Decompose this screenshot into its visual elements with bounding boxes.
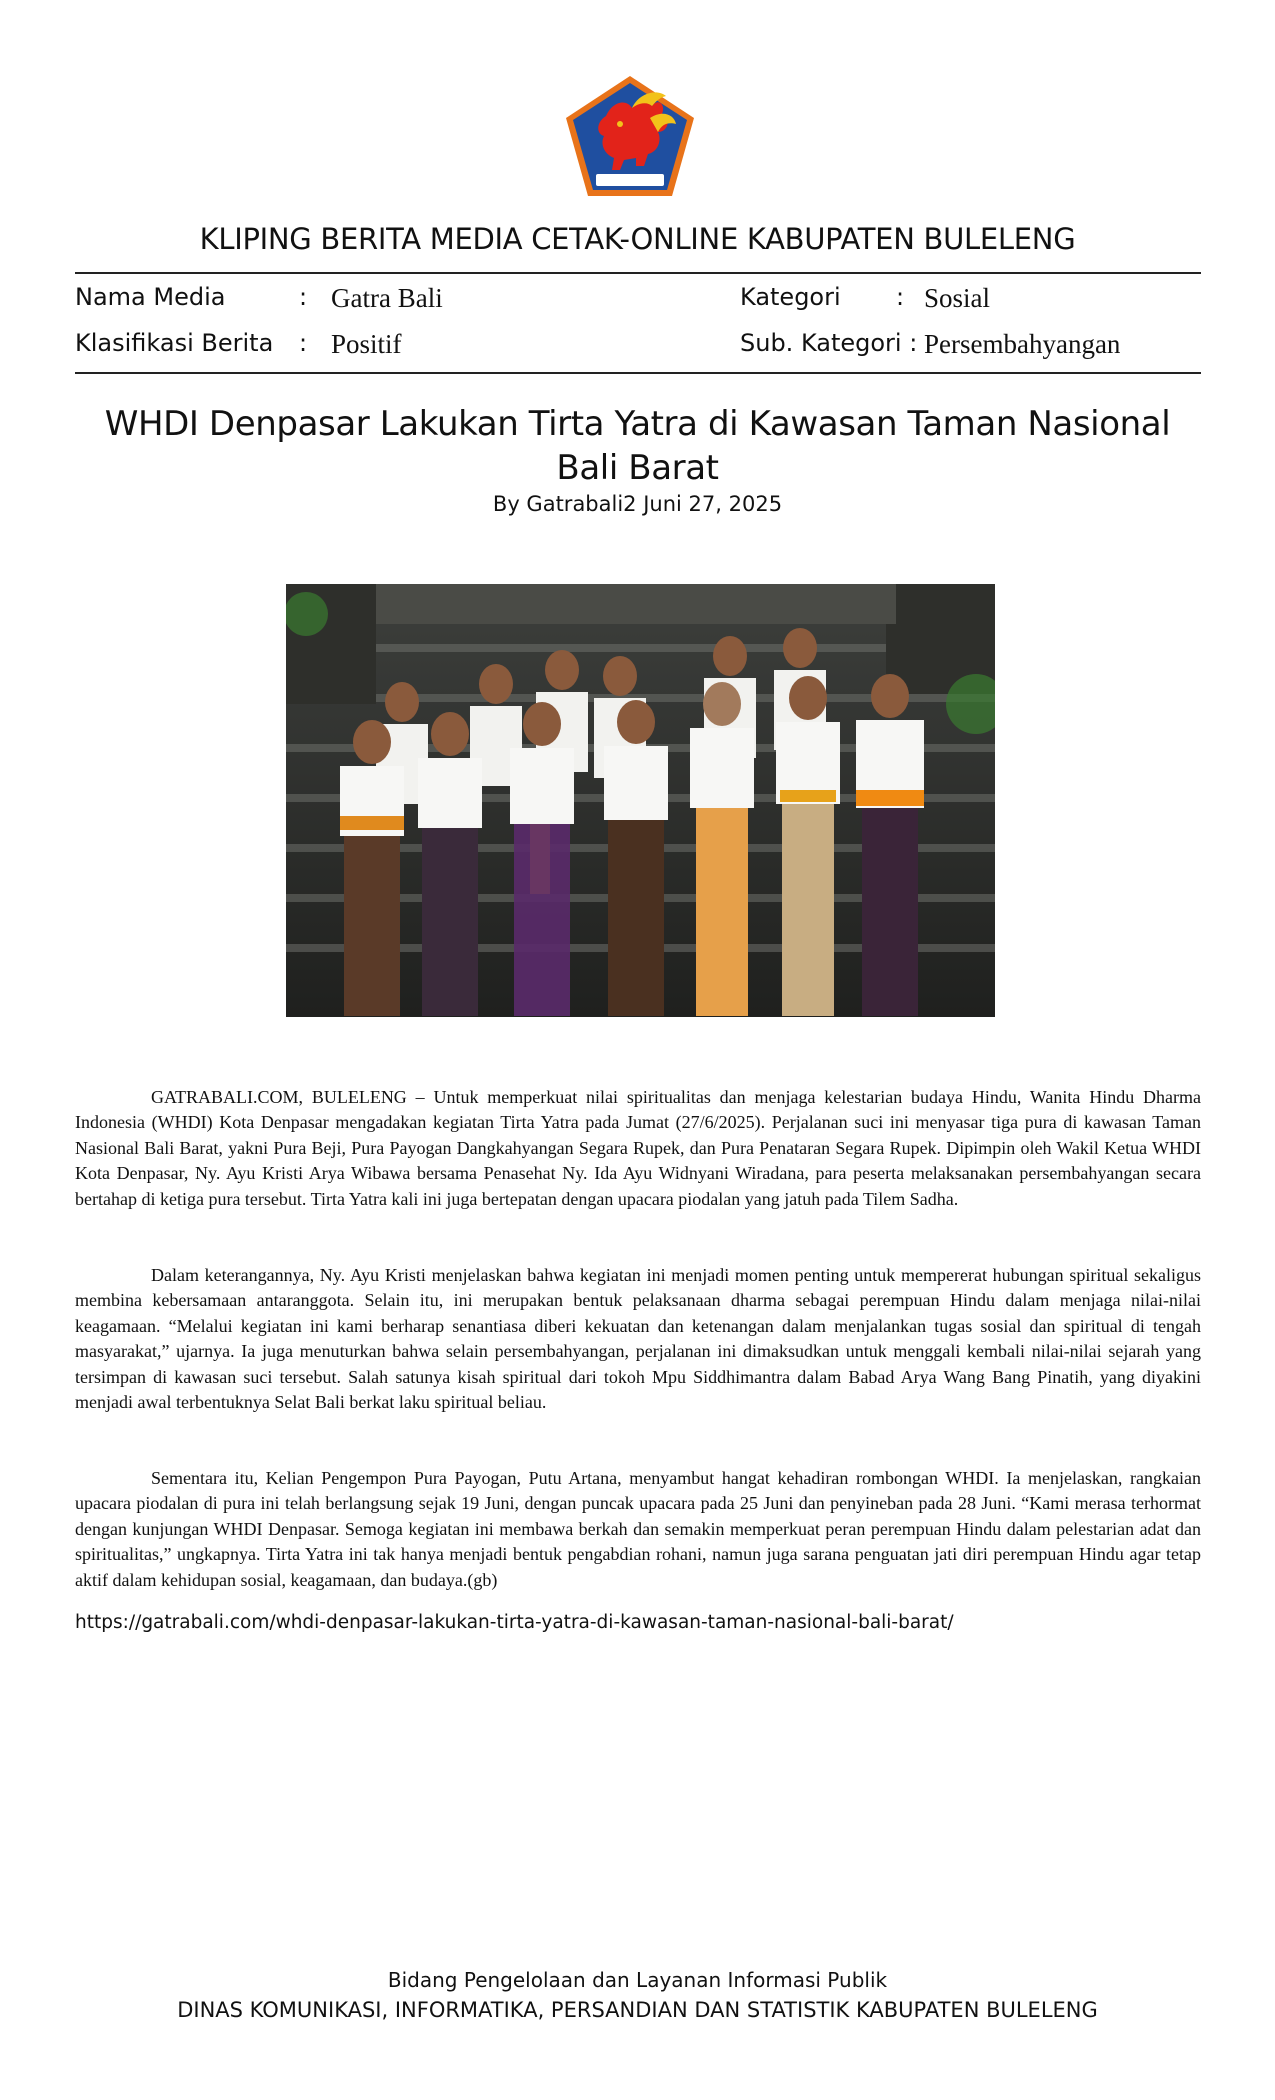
header-top-divider: [75, 272, 1201, 274]
footer-division: Bidang Pengelolaan dan Layanan Informasi Publik: [387, 1968, 888, 1992]
nama-media-label: Nama Media: [75, 283, 226, 311]
sub-kategori-value: Persembahyangan: [924, 329, 1121, 359]
source-url-link[interactable]: https://gatrabali.com/whdi-denpasar-lakukan-tirta-yatra-di-kawasan-taman-nasional-bali-barat/: [75, 1612, 954, 1633]
footer-agency: DINAS KOMUNIKASI, INFORMATIKA, PERSANDIAN DAN STATISTIK KABUPATEN BULELENG: [177, 1998, 1098, 2022]
group-photo-icon: [286, 584, 995, 1017]
nama-media-colon: :: [299, 283, 308, 311]
clipping-header-title: KLIPING BERITA MEDIA CETAK-ONLINE KABUPATEN BULELENG: [199, 222, 1076, 256]
nama-media-value: Gatra Bali: [331, 283, 443, 313]
kategori-label: Kategori: [740, 283, 841, 311]
article-photo: [286, 584, 995, 1017]
article-paragraph-3: Sementara itu, Kelian Pengempon Pura Payogan, Putu Artana, menyambut hangat kehadiran rombongan WHDI. Ia menjelaskan, rangkaian upacara piodalan di pura ini telah berlangsung sejak 19 Juni, dengan puncak upacara pada 25 Juni dan penyineban pada 28 Juni. “Kami merasa terhormat dengan kunjungan WHDI Denpasar. Semoga kegiatan ini membawa berkah dan semakin memperkuat peran perempuan Hindu dalam pelestarian adat dan spiritualitas,” ungkapnya. Tirta Yatra ini tak hanya menjadi bentuk pengabdian rohani, namun juga sarana penguatan jati diri perempuan Hindu agar tetap aktif dalam kehidupan sosial, keagamaan, dan budaya.(gb): [75, 1468, 1201, 1590]
article-paragraph-1: GATRABALI.COM, BULELENG – Untuk memperkuat nilai spiritualitas dan menjaga kelestarian budaya Hindu, Wanita Hindu Dharma Indonesia (WHDI) Kota Denpasar mengadakan kegiatan Tirta Yatra pada Jumat (27/6/2025). Perjalanan suci ini menyasar tiga pura di kawasan Taman Nasional Bali Barat, yakni Pura Beji, Pura Payogan Dangkahyangan Segara Rupek, dan Pura Penataran Segara Rupek. Dipimpin oleh Wakil Ketua WHDI Kota Denpasar, Ny. Ayu Kristi Arya Wibawa bersama Penasehat Ny. Ida Ayu Widnyani Wiradana, para peserta melaksanakan persembahyangan secara bertahap di ketiga pura tersebut. Tirta Yatra kali ini juga bertepatan dengan upacara piodalan yang jatuh pada Tilem Sadha.: [75, 1087, 1201, 1209]
klasifikasi-colon: :: [299, 329, 308, 357]
kategori-colon: :: [896, 283, 905, 311]
klasifikasi-label: Klasifikasi Berita: [75, 329, 274, 357]
article-title-line-1: WHDI Denpasar Lakukan Tirta Yatra di Kawasan Taman Nasional: [104, 404, 1171, 444]
article-title: [100, 402, 1175, 490]
sub-kategori-label: Sub. Kategori :: [740, 329, 918, 357]
buleleng-logo: [562, 74, 698, 200]
klasifikasi-value: Positif: [331, 329, 402, 359]
kategori-value: Sosial: [924, 283, 991, 313]
article-title-line-2: Bali Barat: [556, 448, 719, 488]
header-bottom-divider: [75, 372, 1201, 374]
article-byline: By Gatrabali2 Juni 27, 2025: [492, 492, 783, 516]
lion-crest-icon: [562, 74, 698, 200]
article-paragraph-2: Dalam keterangannya, Ny. Ayu Kristi menjelaskan bahwa kegiatan ini menjadi momen penting untuk mempererat hubungan spiritual sekaligus membina kebersamaan antaranggota. Selain itu, ini merupakan bentuk pelaksanaan dharma sebagai perempuan Hindu dalam menjaga nilai-nilai keagamaan. “Melalui kegiatan ini kami berharap senantiasa diberi kekuatan dan ketenangan dalam menjalankan tugas sosial dan spiritual di tengah masyarakat,” ujarnya. Ia juga menuturkan bahwa selain persembahyangan, perjalanan ini dimaksudkan untuk menggali kembali nilai-nilai sejarah yang tersimpan di kawasan suci tersebut. Salah satunya kisah spiritual dari tokoh Mpu Siddhimantra dalam Babad Arya Wang Bang Pinatih, yang diyakini menjadi awal terbentuknya Selat Bali berkat laku spiritual beliau.: [75, 1265, 1201, 1413]
